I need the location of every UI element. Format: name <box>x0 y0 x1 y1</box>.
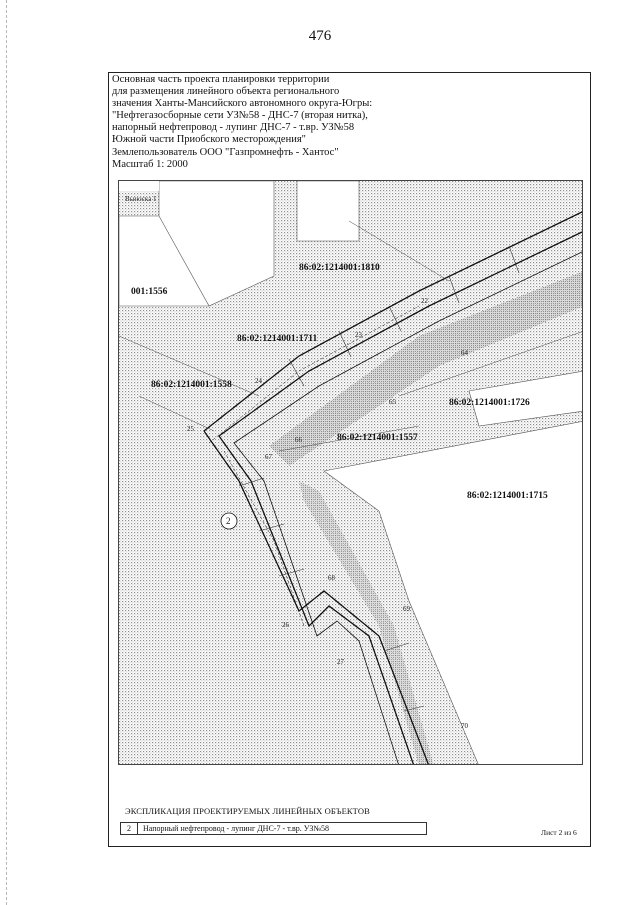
parcel-label: 86:02:1214001:1558 <box>151 380 232 390</box>
blank-parcel <box>119 181 159 191</box>
point-label: 69 <box>403 605 410 613</box>
route-marker: 2 <box>226 516 231 526</box>
point-label: 27 <box>337 658 344 666</box>
title-line: "Нефтегазосборные сети УЗ№58 - ДНС-7 (вторая нитка), <box>112 110 368 122</box>
parcel-label: 86:02:1214001:1715 <box>467 491 548 501</box>
legend-table <box>120 822 427 835</box>
point-label: 65 <box>389 398 396 406</box>
point-label: 67 <box>265 453 272 461</box>
parcel-label: 86:02:1214001:1557 <box>337 433 418 443</box>
title-line: значения Ханты-Мансийского автономного округа-Югры: <box>112 98 373 110</box>
legend-row-name: Напорный нефтепровод - лупинг ДНС-7 - т.вр. УЗ№58 <box>143 824 329 833</box>
point-label: 26 <box>282 621 289 629</box>
title-line: напорный нефтепровод - лупинг ДНС-7 - т.вр. УЗ№58 <box>112 122 355 134</box>
cadastral-map <box>118 180 583 765</box>
parcel-label: 86:02:1214001:1810 <box>299 263 380 273</box>
inset-label: Выноска 1 <box>125 195 157 203</box>
point-label: 25 <box>187 425 194 433</box>
point-label: 68 <box>328 574 335 582</box>
legend-row-number: 2 <box>121 823 138 834</box>
point-label: 70 <box>461 722 468 730</box>
scale-line: Масштаб 1: 2000 <box>112 158 188 170</box>
page-number: 476 <box>308 28 332 44</box>
parcel-label: 86:02:1214001:1726 <box>449 398 530 408</box>
point-label: 22 <box>421 297 428 305</box>
point-label: 24 <box>255 377 262 385</box>
blank-parcel <box>297 181 359 241</box>
title-line: Южной части Приобского месторождения" <box>112 134 306 146</box>
point-label: 66 <box>295 436 302 444</box>
legend-title: ЭКСПЛИКАЦИЯ ПРОЕКТИРУЕМЫХ ЛИНЕЙНЫХ ОБЪЕКТОВ <box>125 806 370 816</box>
title-line: для размещения линейного объекта регионального <box>112 86 340 98</box>
land-user-line: Землепользователь ООО "Газпромнефть - Хантос" <box>112 146 339 158</box>
point-label: 64 <box>461 349 468 357</box>
parcel-label: 001:1556 <box>131 287 168 297</box>
scan-edge <box>6 0 8 905</box>
sheet-number: Лист 2 из 6 <box>541 828 577 837</box>
point-label: 23 <box>355 331 362 339</box>
title-block <box>112 74 412 171</box>
parcel-label: 86:02:1214001:1711 <box>237 334 318 344</box>
title-line: Основная часть проекта планировки территории <box>112 74 330 85</box>
